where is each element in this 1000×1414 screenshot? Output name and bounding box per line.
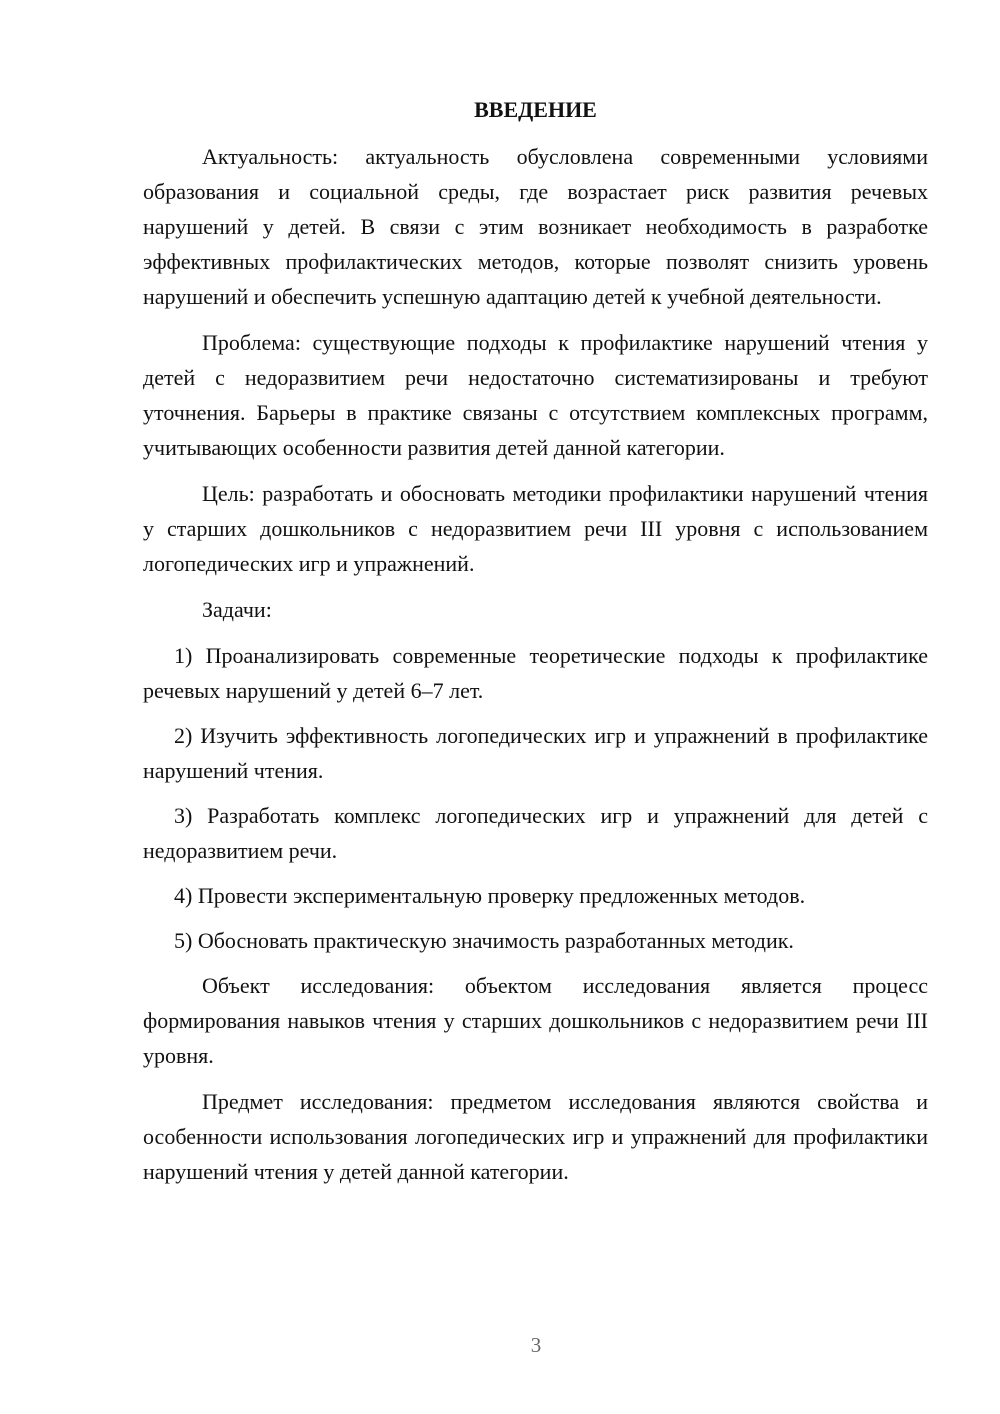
page-number: 3 xyxy=(530,1333,542,1357)
tasks-list xyxy=(143,638,928,958)
tasks-label: Задачи: xyxy=(202,597,272,622)
list-item: 5) Обосновать практическую значимость разработанных методик. xyxy=(174,928,794,953)
list-item: 1) Проанализировать современные теоретические подходы к профилактике речевых нарушений у детей 6–7 лет. xyxy=(143,643,928,703)
object-paragraph: Объект исследования: объектом исследования является процесс формирования навыков чтения у старших дошкольников с недоразвитием речи III уровня. xyxy=(143,973,928,1068)
relevance-paragraph: Актуальность: актуальность обусловлена современными условиями образования и социальной среды, где возрастает риск развития речевых нарушений у детей. В связи с этим возникает необходимость в разработке эффективных профилактических методов, которые позволят снизить уровень нарушений и обеспечить успешную адаптацию детей к учебной деятельности. xyxy=(143,144,928,309)
list-item: 3) Разработать комплекс логопедических игр и упражнений для детей с недоразвитием речи. xyxy=(143,803,928,863)
page-title: ВВЕДЕНИЕ xyxy=(474,97,597,122)
list-item: 2) Изучить эффективность логопедических игр и упражнений в профилактике нарушений чтения. xyxy=(143,723,928,783)
subject-paragraph: Предмет исследования: предметом исследования являются свойства и особенности использования логопедических игр и упражнений для профилактики нарушений чтения у детей данной категории. xyxy=(143,1089,928,1184)
goal-paragraph: Цель: разработать и обосновать методики профилактики нарушений чтения у старших дошкольников с недоразвитием речи III уровня с использованием логопедических игр и упражнений. xyxy=(143,481,928,576)
problem-paragraph: Проблема: существующие подходы к профилактике нарушений чтения у детей с недоразвитием речи недостаточно систематизированы и требуют уточнения. Барьеры в практике связаны с отсутствием комплексных программ, учитывающих особенности развития детей данной категории. xyxy=(143,330,928,460)
list-item: 4) Провести экспериментальную проверку предложенных методов. xyxy=(174,883,806,908)
document-page xyxy=(143,90,928,1200)
